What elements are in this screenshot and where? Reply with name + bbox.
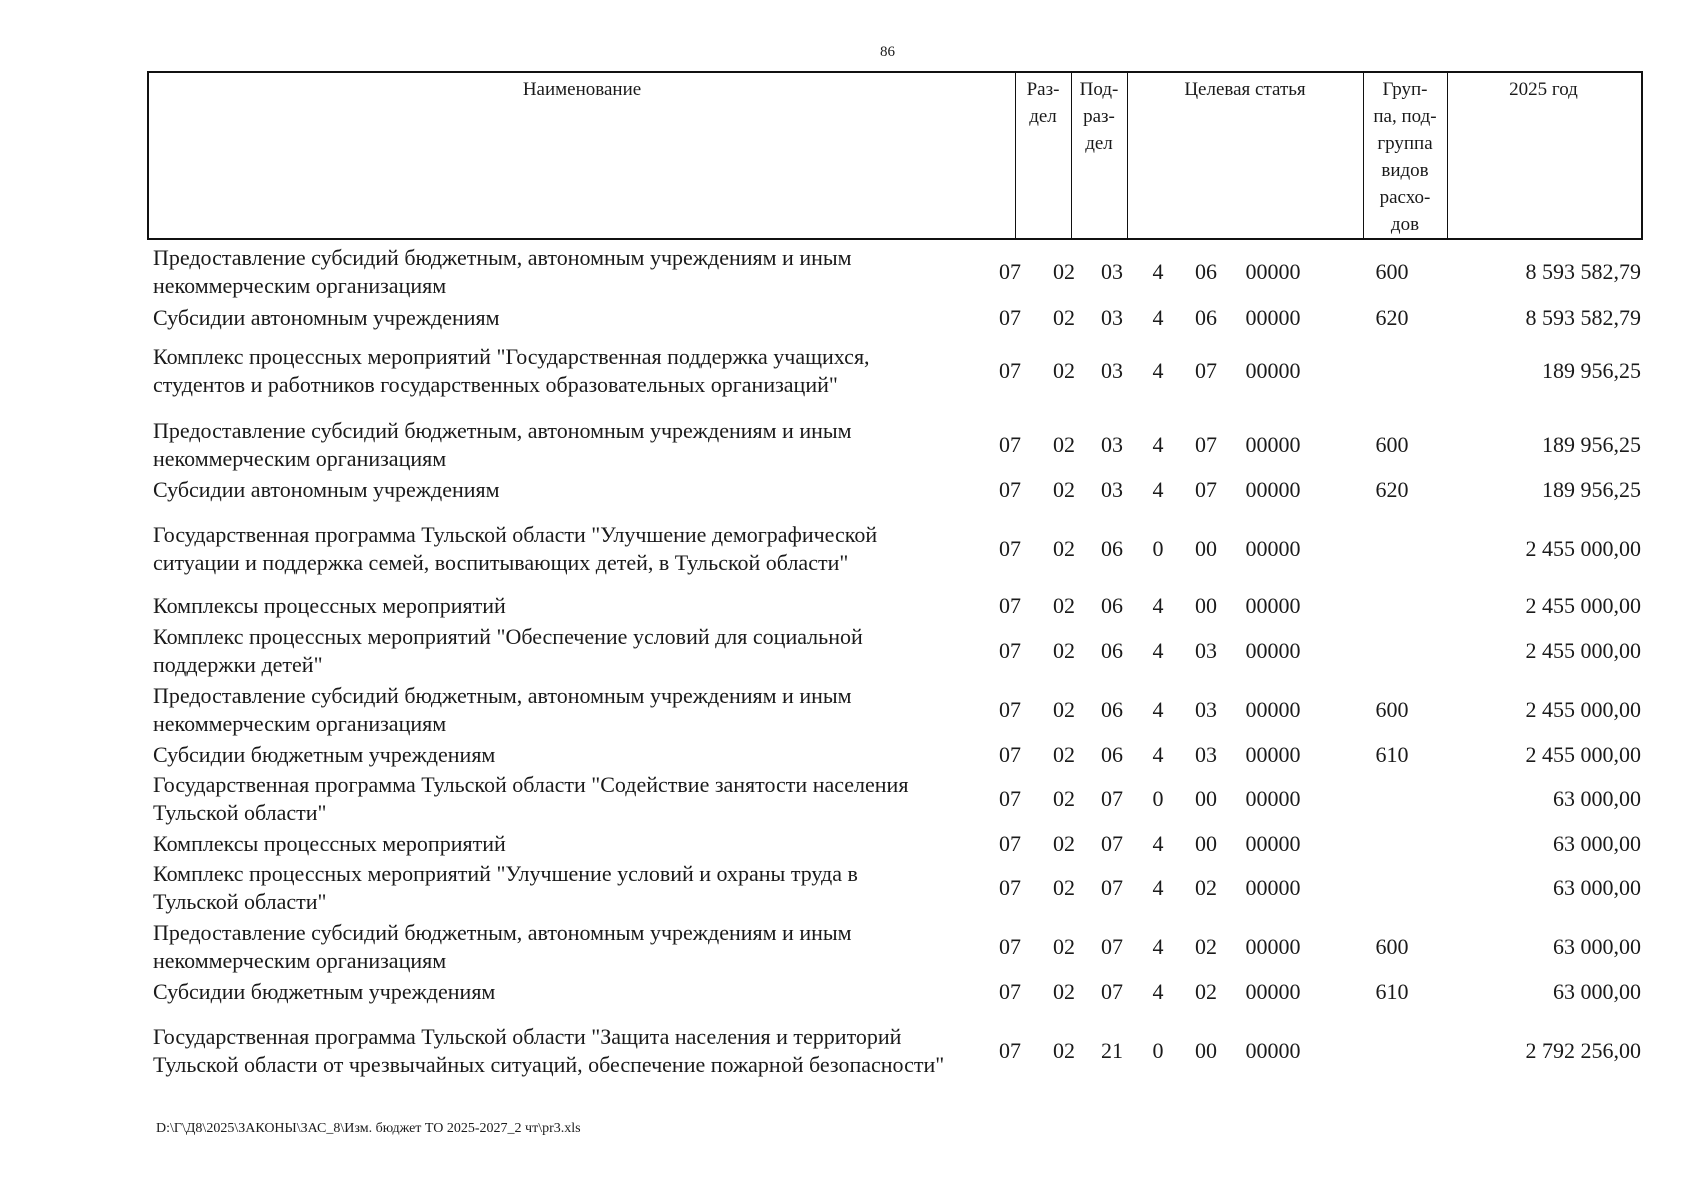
row-name [153, 978, 1013, 1006]
row-code-c3: 03 [1195, 742, 1217, 767]
row-name [153, 623, 1013, 679]
row-code-pr: 02 [1053, 786, 1075, 811]
row-code-grp: 600 [1375, 259, 1409, 284]
row-name [153, 476, 1013, 504]
row-name-line: Тульской области" [153, 800, 327, 825]
row-code-c1: 06 [1101, 593, 1123, 618]
row-name-line: Предоставление субсидий бюджетным, автономным учреждениям и иным [153, 920, 852, 945]
row-amount: 8 593 582,79 [1525, 305, 1641, 330]
row-code-r: 07 [999, 979, 1021, 1004]
row-code-c4: 00000 [1245, 593, 1301, 618]
row-name [153, 417, 1013, 473]
row-code-pr: 02 [1053, 305, 1075, 330]
row-code-c2: 4 [1152, 638, 1164, 663]
row-name-line: некоммерческим организациям [153, 446, 447, 471]
row-code-c2: 4 [1152, 305, 1164, 330]
row-code-c2: 0 [1152, 786, 1164, 811]
row-name-line: Государственная программа Тульской области "Содействие занятости населения [153, 772, 909, 797]
row-name-line: Тульской области" [153, 889, 327, 914]
row-code-grp: 600 [1375, 432, 1409, 457]
row-name [153, 592, 1013, 620]
row-code-r: 07 [999, 305, 1021, 330]
row-code-pr: 02 [1053, 259, 1075, 284]
row-amount: 2 455 000,00 [1525, 593, 1641, 618]
table-row [0, 771, 1694, 827]
row-code-c4: 00000 [1245, 536, 1301, 561]
row-code-c1: 03 [1101, 432, 1123, 457]
row-code-c1: 07 [1101, 786, 1123, 811]
row-code-r: 07 [999, 875, 1021, 900]
header-expense-group: Груп- па, под- группа видов расхо- дов [1373, 79, 1437, 235]
row-amount: 2 792 256,00 [1525, 1038, 1641, 1063]
page-number: 86 [880, 44, 895, 60]
header-razdel: Раз- дел [1026, 79, 1060, 127]
row-code-c1: 07 [1101, 831, 1123, 856]
row-name-line: Государственная программа Тульской области "Защита населения и территорий [153, 1024, 902, 1049]
footer-file-path: D:\Г\Д8\2025\ЗАКОНЫ\ЗАС_8\Изм. бюджет ТО 2025-2027_2 чт\pr3.xls [156, 1121, 581, 1136]
row-name [153, 343, 1013, 399]
row-name-line: Предоставление субсидий бюджетным, автономным учреждениям и иным [153, 683, 852, 708]
row-code-c3: 00 [1195, 1038, 1217, 1063]
row-code-c1: 07 [1101, 875, 1123, 900]
row-amount: 2 455 000,00 [1525, 697, 1641, 722]
row-code-r: 07 [999, 432, 1021, 457]
row-name-line: Субсидии бюджетным учреждениям [153, 979, 496, 1004]
row-code-c4: 00000 [1245, 831, 1301, 856]
header-target-article: Целевая статья [1184, 79, 1306, 100]
row-code-c2: 4 [1152, 831, 1164, 856]
row-name-line: Субсидии бюджетным учреждениям [153, 742, 496, 767]
row-name-line: Предоставление субсидий бюджетным, автономным учреждениям и иным [153, 245, 852, 270]
table-row [0, 592, 1694, 620]
row-code-c2: 4 [1152, 358, 1164, 383]
row-code-grp: 600 [1375, 697, 1409, 722]
table-row [0, 623, 1694, 679]
row-code-c3: 07 [1195, 432, 1217, 457]
row-code-pr: 02 [1053, 979, 1075, 1004]
row-code-c1: 07 [1101, 934, 1123, 959]
row-code-r: 07 [999, 638, 1021, 663]
row-name [153, 682, 1013, 738]
row-code-pr: 02 [1053, 742, 1075, 767]
row-code-c2: 4 [1152, 697, 1164, 722]
row-name-line: некоммерческим организациям [153, 273, 447, 298]
row-code-r: 07 [999, 358, 1021, 383]
row-code-c3: 07 [1195, 477, 1217, 502]
row-name-line: Государственная программа Тульской области "Улучшение демографической [153, 522, 878, 547]
row-code-c2: 4 [1152, 477, 1164, 502]
row-name-line: Комплексы процессных мероприятий [153, 593, 506, 618]
row-code-c3: 00 [1195, 831, 1217, 856]
row-code-r: 07 [999, 593, 1021, 618]
row-code-c1: 06 [1101, 638, 1123, 663]
row-code-r: 07 [999, 786, 1021, 811]
row-code-pr: 02 [1053, 477, 1075, 502]
row-name-line: Комплекс процессных мероприятий "Улучшение условий и охраны труда в [153, 861, 858, 886]
header-podrazdel: Под- раз- дел [1079, 79, 1119, 154]
row-code-c1: 03 [1101, 358, 1123, 383]
row-name-line: Субсидии автономным учреждениям [153, 305, 500, 330]
row-code-c4: 00000 [1245, 786, 1301, 811]
row-name [153, 771, 1013, 827]
row-code-c1: 21 [1101, 1038, 1123, 1063]
row-code-c4: 00000 [1245, 934, 1301, 959]
row-code-c3: 07 [1195, 358, 1217, 383]
row-code-pr: 02 [1053, 638, 1075, 663]
row-code-c4: 00000 [1245, 305, 1301, 330]
row-code-c4: 00000 [1245, 432, 1301, 457]
row-code-r: 07 [999, 742, 1021, 767]
row-name-line: Комплекс процессных мероприятий "Обеспечение условий для социальной [153, 624, 863, 649]
row-code-c1: 07 [1101, 979, 1123, 1004]
row-code-r: 07 [999, 934, 1021, 959]
row-code-c3: 02 [1195, 979, 1217, 1004]
table-row [0, 417, 1694, 473]
row-code-c3: 02 [1195, 875, 1217, 900]
row-code-pr: 02 [1053, 697, 1075, 722]
row-amount: 8 593 582,79 [1525, 259, 1641, 284]
row-amount: 63 000,00 [1553, 786, 1641, 811]
table-row [0, 244, 1694, 300]
row-code-c2: 4 [1152, 742, 1164, 767]
row-code-c3: 00 [1195, 786, 1217, 811]
row-code-pr: 02 [1053, 831, 1075, 856]
row-code-pr: 02 [1053, 536, 1075, 561]
row-amount: 2 455 000,00 [1525, 536, 1641, 561]
table-row [0, 521, 1694, 577]
row-name-line: некоммерческим организациям [153, 948, 447, 973]
row-name-line: поддержки детей" [153, 652, 323, 677]
row-name [153, 244, 1013, 300]
row-code-r: 07 [999, 536, 1021, 561]
row-code-c3: 02 [1195, 934, 1217, 959]
row-code-c4: 00000 [1245, 979, 1301, 1004]
row-code-c4: 00000 [1245, 742, 1301, 767]
row-code-grp: 600 [1375, 934, 1409, 959]
row-name [153, 830, 1013, 858]
row-code-c2: 0 [1152, 1038, 1164, 1063]
table-row [0, 682, 1694, 738]
row-code-c4: 00000 [1245, 875, 1301, 900]
row-name-line: ситуации и поддержка семей, воспитывающих детей, в Тульской области" [153, 550, 849, 575]
row-code-pr: 02 [1053, 432, 1075, 457]
row-code-c3: 03 [1195, 638, 1217, 663]
row-code-c2: 4 [1152, 259, 1164, 284]
row-code-c2: 4 [1152, 934, 1164, 959]
row-name-line: некоммерческим организациям [153, 711, 447, 736]
row-code-grp: 610 [1375, 742, 1409, 767]
row-name [153, 741, 1013, 769]
table-row [0, 476, 1694, 504]
row-amount: 63 000,00 [1553, 875, 1641, 900]
row-amount: 2 455 000,00 [1525, 638, 1641, 663]
table-row [0, 860, 1694, 916]
header-year: 2025 год [1509, 79, 1578, 100]
row-code-c4: 00000 [1245, 638, 1301, 663]
row-code-c1: 06 [1101, 697, 1123, 722]
row-amount: 189 956,25 [1542, 477, 1641, 502]
row-name-line: Субсидии автономным учреждениям [153, 477, 500, 502]
row-name [153, 860, 1013, 916]
row-code-c1: 03 [1101, 477, 1123, 502]
row-name-line: студентов и работников государственных образовательных организаций" [153, 372, 838, 397]
row-name-line: Комплекс процессных мероприятий "Государственная поддержка учащихся, [153, 344, 870, 369]
row-code-c3: 06 [1195, 305, 1217, 330]
row-code-c4: 00000 [1245, 358, 1301, 383]
row-name [153, 919, 1013, 975]
row-code-c1: 06 [1101, 536, 1123, 561]
table-row [0, 830, 1694, 858]
row-code-c2: 4 [1152, 432, 1164, 457]
row-amount: 63 000,00 [1553, 934, 1641, 959]
row-code-c4: 00000 [1245, 477, 1301, 502]
row-code-c1: 03 [1101, 259, 1123, 284]
table-row [0, 304, 1694, 332]
row-amount: 2 455 000,00 [1525, 742, 1641, 767]
row-code-pr: 02 [1053, 934, 1075, 959]
row-code-grp: 620 [1375, 477, 1409, 502]
row-code-grp: 610 [1375, 979, 1409, 1004]
row-code-r: 07 [999, 697, 1021, 722]
row-amount: 189 956,25 [1542, 432, 1641, 457]
row-code-pr: 02 [1053, 875, 1075, 900]
row-code-r: 07 [999, 259, 1021, 284]
row-code-c3: 00 [1195, 593, 1217, 618]
row-amount: 63 000,00 [1553, 831, 1641, 856]
row-code-r: 07 [999, 477, 1021, 502]
row-code-c3: 00 [1195, 536, 1217, 561]
row-code-c4: 00000 [1245, 259, 1301, 284]
row-code-c4: 00000 [1245, 697, 1301, 722]
header-name: Наименование [522, 79, 642, 100]
row-code-c3: 06 [1195, 259, 1217, 284]
row-name-line: Тульской области от чрезвычайных ситуаций, обеспечение пожарной безопасности" [153, 1052, 945, 1077]
row-name-line: Комплексы процессных мероприятий [153, 831, 506, 856]
row-code-c2: 4 [1152, 875, 1164, 900]
table-row [0, 741, 1694, 769]
table-row [0, 1023, 1694, 1079]
row-code-c2: 4 [1152, 593, 1164, 618]
row-code-c4: 00000 [1245, 1038, 1301, 1063]
row-code-pr: 02 [1053, 593, 1075, 618]
row-code-pr: 02 [1053, 358, 1075, 383]
row-code-c2: 0 [1152, 536, 1164, 561]
table-row [0, 343, 1694, 399]
row-code-c2: 4 [1152, 979, 1164, 1004]
row-name [153, 521, 1013, 577]
row-code-grp: 620 [1375, 305, 1409, 330]
row-name [153, 1023, 1013, 1079]
table-row [0, 919, 1694, 975]
table-row [0, 978, 1694, 1006]
row-code-pr: 02 [1053, 1038, 1075, 1063]
row-name-line: Предоставление субсидий бюджетным, автономным учреждениям и иным [153, 418, 852, 443]
row-code-c1: 03 [1101, 305, 1123, 330]
row-code-c1: 06 [1101, 742, 1123, 767]
row-amount: 189 956,25 [1542, 358, 1641, 383]
row-code-c3: 03 [1195, 697, 1217, 722]
row-name [153, 304, 1013, 332]
row-amount: 63 000,00 [1553, 979, 1641, 1004]
row-code-r: 07 [999, 1038, 1021, 1063]
row-code-r: 07 [999, 831, 1021, 856]
